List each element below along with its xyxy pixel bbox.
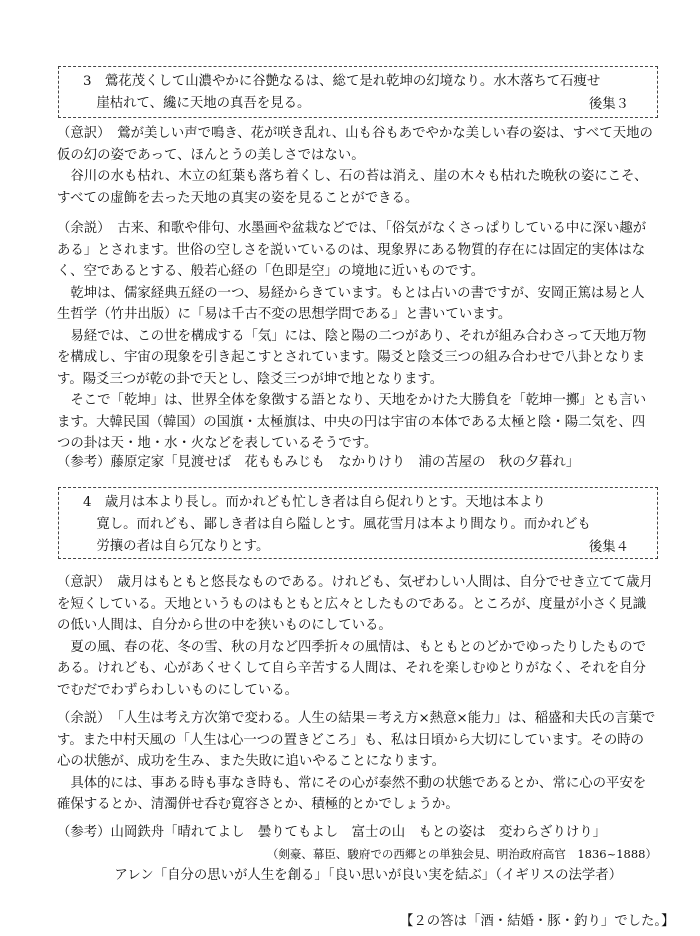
quote-box-4 [58,487,658,559]
reference-4-line-3: アレン「自分の思いが人生を創る」「良い思いが良い実を結ぶ」（イギリスの法学者） [114,868,623,883]
quote-box-3 [58,66,658,118]
reference-4 [57,822,657,887]
commentary-3-para-1: （余説） 古来、和歌や俳句、水墨画や盆栽などでは、「俗気がなくさっぱりしている中に深い趣がある」とされます。世俗の空しさを説いているのは、現象界にある物質的存在には固定的実体はなく、空であるとする、般若心経の「色即是空」の境地に近いものです。 [57,221,647,279]
commentary-3-para-3: 易経では、この世を構成する「気」には、陰と陽の二つがあり、それが組み合わさって天地万物を構成し、宇宙の現象を引き起こすとされています。陽爻と陰爻三つの組み合わせで八卦となります。陽爻三つが乾の卦で天とし、陰爻三つが坤で地となります。 [57,328,647,387]
commentary-4-para-2: 具体的には、事ある時も事なき時も、常にその心が泰然不動の状態であるとか、常に心の平安を確保するとか、清濁併せ呑む寛容さとか、積極的とかでしょうか。 [57,775,647,812]
quote-4-source: 後集４ [588,540,629,555]
translation-4-para-1: （意訳） 歳月はもともと悠長なものである。けれども、気ぜわしい人間は、自分でせき立てて歳月を短くしている。天地というものはもともと広々としたものである。ところが、度量が小さく見識の低い人間は、自分から世の中を狭いものにしている。 [57,575,653,633]
commentary-4-para-1: （余説） 「人生は考え方次第で変わる。人生の結果＝考え方×熱意×能力」は、稲盛和夫氏の言葉です。また中村天風の「人生は心一つの置きどころ」も、私は日頃から大切にしています。その時の心の状態が、成功を生み、また失敗に追いやることになります。 [57,711,656,769]
quote-3-line-2: 崖枯れて、纔に天地の真吾を見る。 [83,96,311,111]
commentary-3-para-2: 乾坤は、儒家経典五経の一つ、易経からきています。もとは占いの書ですが、安岡正篤は易と人生哲学（竹井出版）に「易は千古不変の思想学問である」と書いています。 [57,285,645,322]
translation-3-para-1: （意訳） 鶯が美しい声で鳴き、花が咲き乱れ、山も谷もあでやかな美しい春の姿は、すべて天地の仮の幻の姿であって、ほんとうの美しさではない。 [57,126,653,163]
translation-4 [57,572,657,701]
reference-3 [57,452,657,474]
quote-3-source: 後集３ [588,97,629,112]
quote-4-line-3: 労攘の者は自ら冗なりとす。 [83,539,270,554]
commentary-4 [57,708,657,816]
reference-4-line-1: （参考）山岡鉄舟「晴れてよし 曇りてもよし 富士の山 もとの姿は 変わらざりけり」 [57,825,607,840]
quote-3-line-1: 3 鶯花茂くして山濃やかに谷艶なるは、総て是れ乾坤の幻境なり。水木落ちて石痩せ [83,74,601,89]
answer-note: 【２の答は「酒・結婚・豚・釣り」でした。】 [400,914,675,929]
reference-4-line-2: （剣豪、幕臣、駿府での西郷との単独会見、明治政府高官 1836~1888） [266,846,657,861]
commentary-3 [57,218,657,455]
quote-4-line-2: 寛し。而れども、鄙しき者は自ら隘しとす。風花雪月は本より間なり。而かれども [83,517,591,532]
reference-3-text: （参考）藤原定家「見渡せば 花ももみじも なかりけり 浦の苫屋の 秋の夕暮れ」 [57,455,580,470]
quote-4-line-1: 4 歳月は本より長し。而かれども忙しき者は自ら促れりとす。天地は本より [83,495,546,510]
translation-3-para-2: 谷川の水も枯れ、木立の紅葉も落ち着くし、石の苔は消え、崖の木々も枯れた晩秋の姿にこそ、すべての虚飾を去った天地の真実の姿を見ることができる。 [57,169,648,206]
translation-3 [57,123,657,209]
commentary-3-para-4: そこで「乾坤」は、世界全体を象徴する語となり、天地をかけた大勝負を「乾坤一擲」とも言います。大韓民国（韓国）の国旗・太極旗は、中央の円は宇宙の本体である太極と陰・陽二気を、四つの卦は天・地・水・火などを表しているそうです。 [57,393,647,451]
translation-4-para-2: 夏の風、春の花、冬の雪、秋の月など四季折々の風情は、もともとのどかでゆったりしたものである。けれども、心があくせくして自ら辛苦する人間は、それを楽しむゆとりがなく、それを自分でむだでわずらわしいものにしている。 [57,639,647,698]
